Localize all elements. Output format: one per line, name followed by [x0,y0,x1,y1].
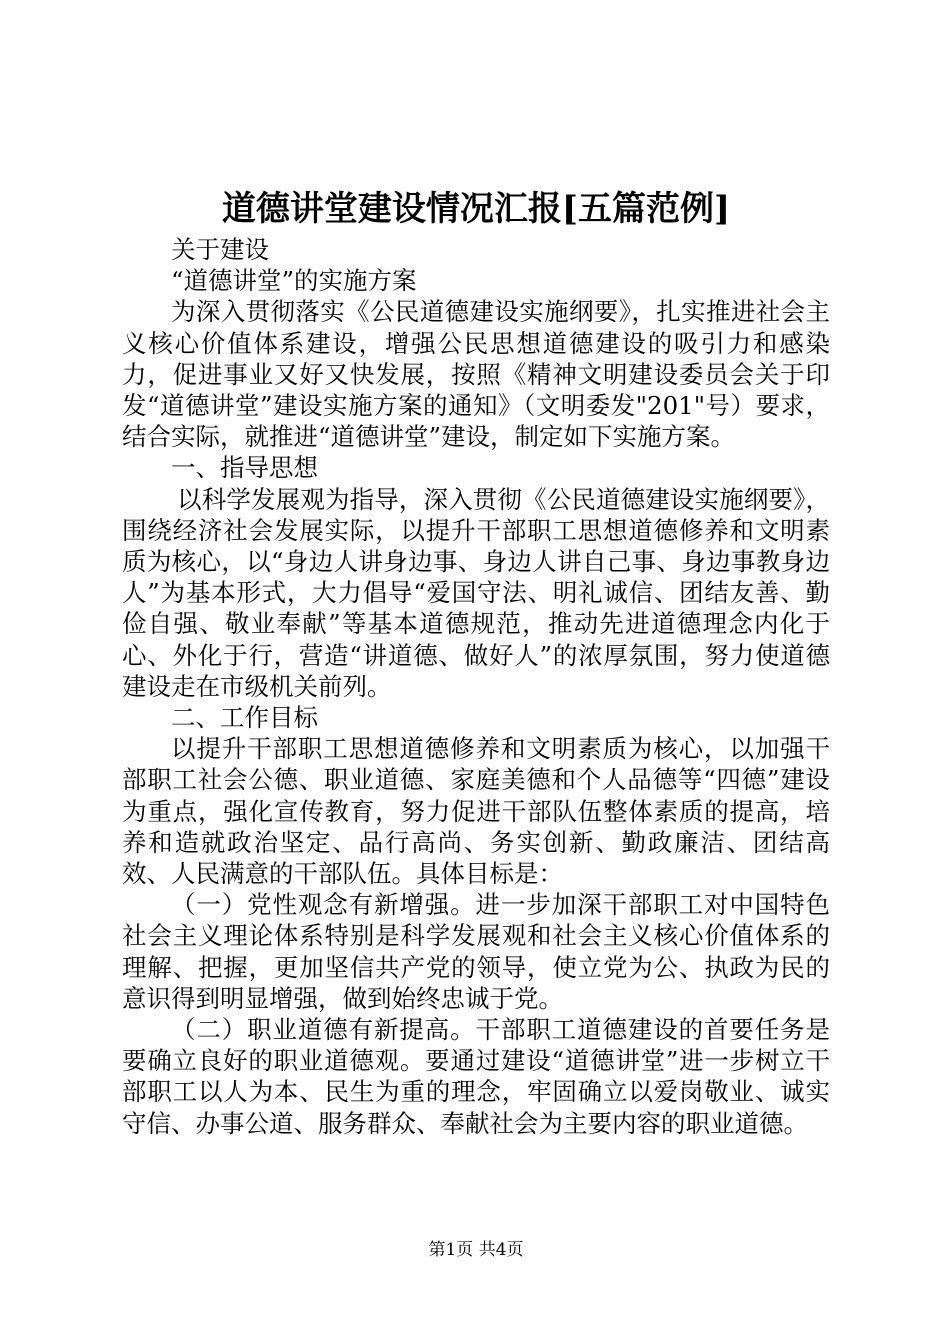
paragraph-introduction: 为深入贯彻落实《公民道德建设实施纲要》，扎实推进社会主义核心价值体系建设，增强公民思想道德建设的吸引力和感染力，促进事业又好又快发展，按照《精神文明建设委员会关于印发“道德讲堂”建设实施方案的通知》（文明委发"201"号）要求，结合实际，就推进“道德讲堂”建设，制定如下实施方案。 [122,297,830,452]
paragraph-goal-one: （一）党性观念有新增强。进一步加深干部职工对中国特色社会主义理论体系特别是科学发展观和社会主义核心价值体系的理解、把握，更加坚信共产党的领导，使立党为公、执政为民的意识得到明显增强，做到始终忠诚于党。 [122,890,830,1013]
paragraph-heading-subject: “道德讲堂”的实施方案 [171,266,417,296]
document-body [122,234,830,1139]
document-page [122,0,830,1344]
paragraph-guiding-ideology: 以科学发展观为指导，深入贯彻《公民道德建设实施纲要》，围绕经济社会发展实际，以提升干部职工思想道德修养和文明素质为核心，以“身边人讲身边事、身边人讲自己事、身边事教身边人”为基本形式，大力倡导“爱国守法、明礼诚信、团结友善、勤俭自强、敬业奉献”等基本道德规范，推动先进道德理念内化于心、外化于行，营造“讲道德、做好人”的浓厚氛围，努力使道德建设走在市级机关前列。 [122,484,830,701]
paragraph-goal-two: （二）职业道德有新提高。干部职工道德建设的首要任务是要确立良好的职业道德观。要通过建设“道德讲堂”进一步树立干部职工以人为本、民生为重的理念，牢固确立以爱岗敬业、诚实守信、办事公道、服务群众、奉献社会为主要内容的职业道德。 [122,1015,830,1138]
section-heading-work-goals: 二、工作目标 [171,703,318,733]
paragraph-heading-intro: 关于建设 [171,235,269,264]
document-title: 道德讲堂建设情况汇报[五篇范例] [221,189,731,229]
page-footer: 第1页 共4页 [428,1240,524,1260]
section-heading-guiding-ideology: 一、指导思想 [171,453,318,483]
paragraph-work-goals: 以提升干部职工思想道德修养和文明素质为核心，以加强干部职工社会公德、职业道德、家庭美德和个人品德等“四德”建设为重点，强化宣传教育，努力促进干部队伍整体素质的提高，培养和造就政治坚定、品行高尚、务实创新、勤政廉洁、团结高效、人民满意的干部队伍。具体目标是： [122,734,830,889]
